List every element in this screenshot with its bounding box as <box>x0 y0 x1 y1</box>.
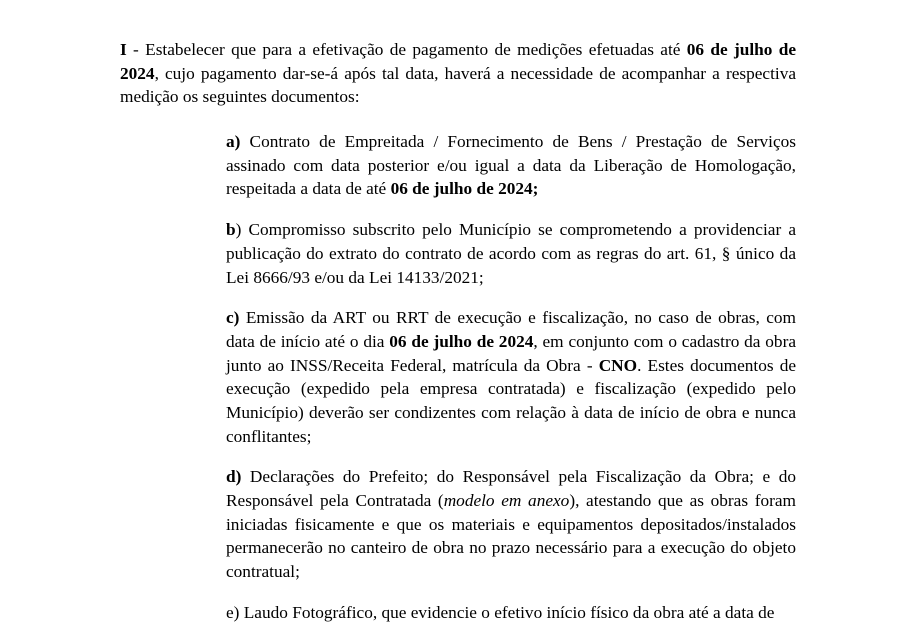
text-run: Declarações do Prefeito; do Responsável pela Fiscalização da Obra; e do Responsável pela Contratada ( <box>226 467 796 510</box>
bold-run: 06 de julho de 2024; <box>390 179 539 199</box>
bold-run: 06 de julho de 2024 <box>389 331 534 351</box>
text-run: Contrato de Empreitada / Fornecimento de Bens / Prestação de Serviços assinado com data posterior e/ou igual a data da Liberação de Homologação, respeitada a data de até <box>226 132 796 199</box>
text-run: ) Compromisso subscrito pelo Município se comprometendo a providenciar a publicação do extrato do contrato de acordo com as regras do art. 61, § único da Lei 8666/93 e/ou da Lei 14133/2021; <box>226 220 796 287</box>
document-body <box>120 38 796 624</box>
paragraph-item-d <box>226 465 796 583</box>
bold-run: 06 de julho de 2024 <box>120 40 796 83</box>
bold-run: d) <box>226 467 242 487</box>
text-run: - Estabelecer que para a efetivação de pagamento de medições efetuadas até <box>126 40 687 59</box>
paragraph-item-I <box>120 38 796 109</box>
text-run: Emissão da ART ou RRT de execução e fiscalização, no caso de obras, com data de início até o dia <box>226 308 796 351</box>
text-run: ), atestando que as obras foram iniciadas fisicamente e que os materiais e equipamentos depositados/instalados permanecerão no canteiro de obra no prazo necessário para a execução do objeto contratual; <box>226 491 796 582</box>
text-run: , em conjunto com o cadastro da obra junto ao INSS/Receita Federal, matrícula da Obra - <box>226 331 797 375</box>
paragraph-item-b <box>226 218 796 289</box>
bold-run: c) <box>226 308 240 328</box>
bold-run: b <box>226 220 236 240</box>
bold-run: I <box>120 40 127 59</box>
text-run: e) Laudo Fotográfico, que evidencie o efetivo início físico da obra até a data de <box>226 602 775 622</box>
text-run: . Estes documentos de execução (expedido pela empresa contratada) e fiscalização (expedido pelo Município) deverão ser condizentes com relação à data de início de obra e nunca conflitantes; <box>226 355 797 446</box>
italic-run: modelo em anexo <box>443 491 570 510</box>
text-run: , cujo pagamento dar-se-á após tal data, haverá a necessidade de acompanhar a respectiva medição os seguintes documentos: <box>120 63 796 107</box>
bold-run: a) <box>226 132 241 152</box>
paragraph-item-a <box>226 130 796 201</box>
bold-run: CNO <box>598 355 638 375</box>
paragraph-item-e <box>226 601 796 624</box>
paragraph-item-c <box>226 306 796 448</box>
